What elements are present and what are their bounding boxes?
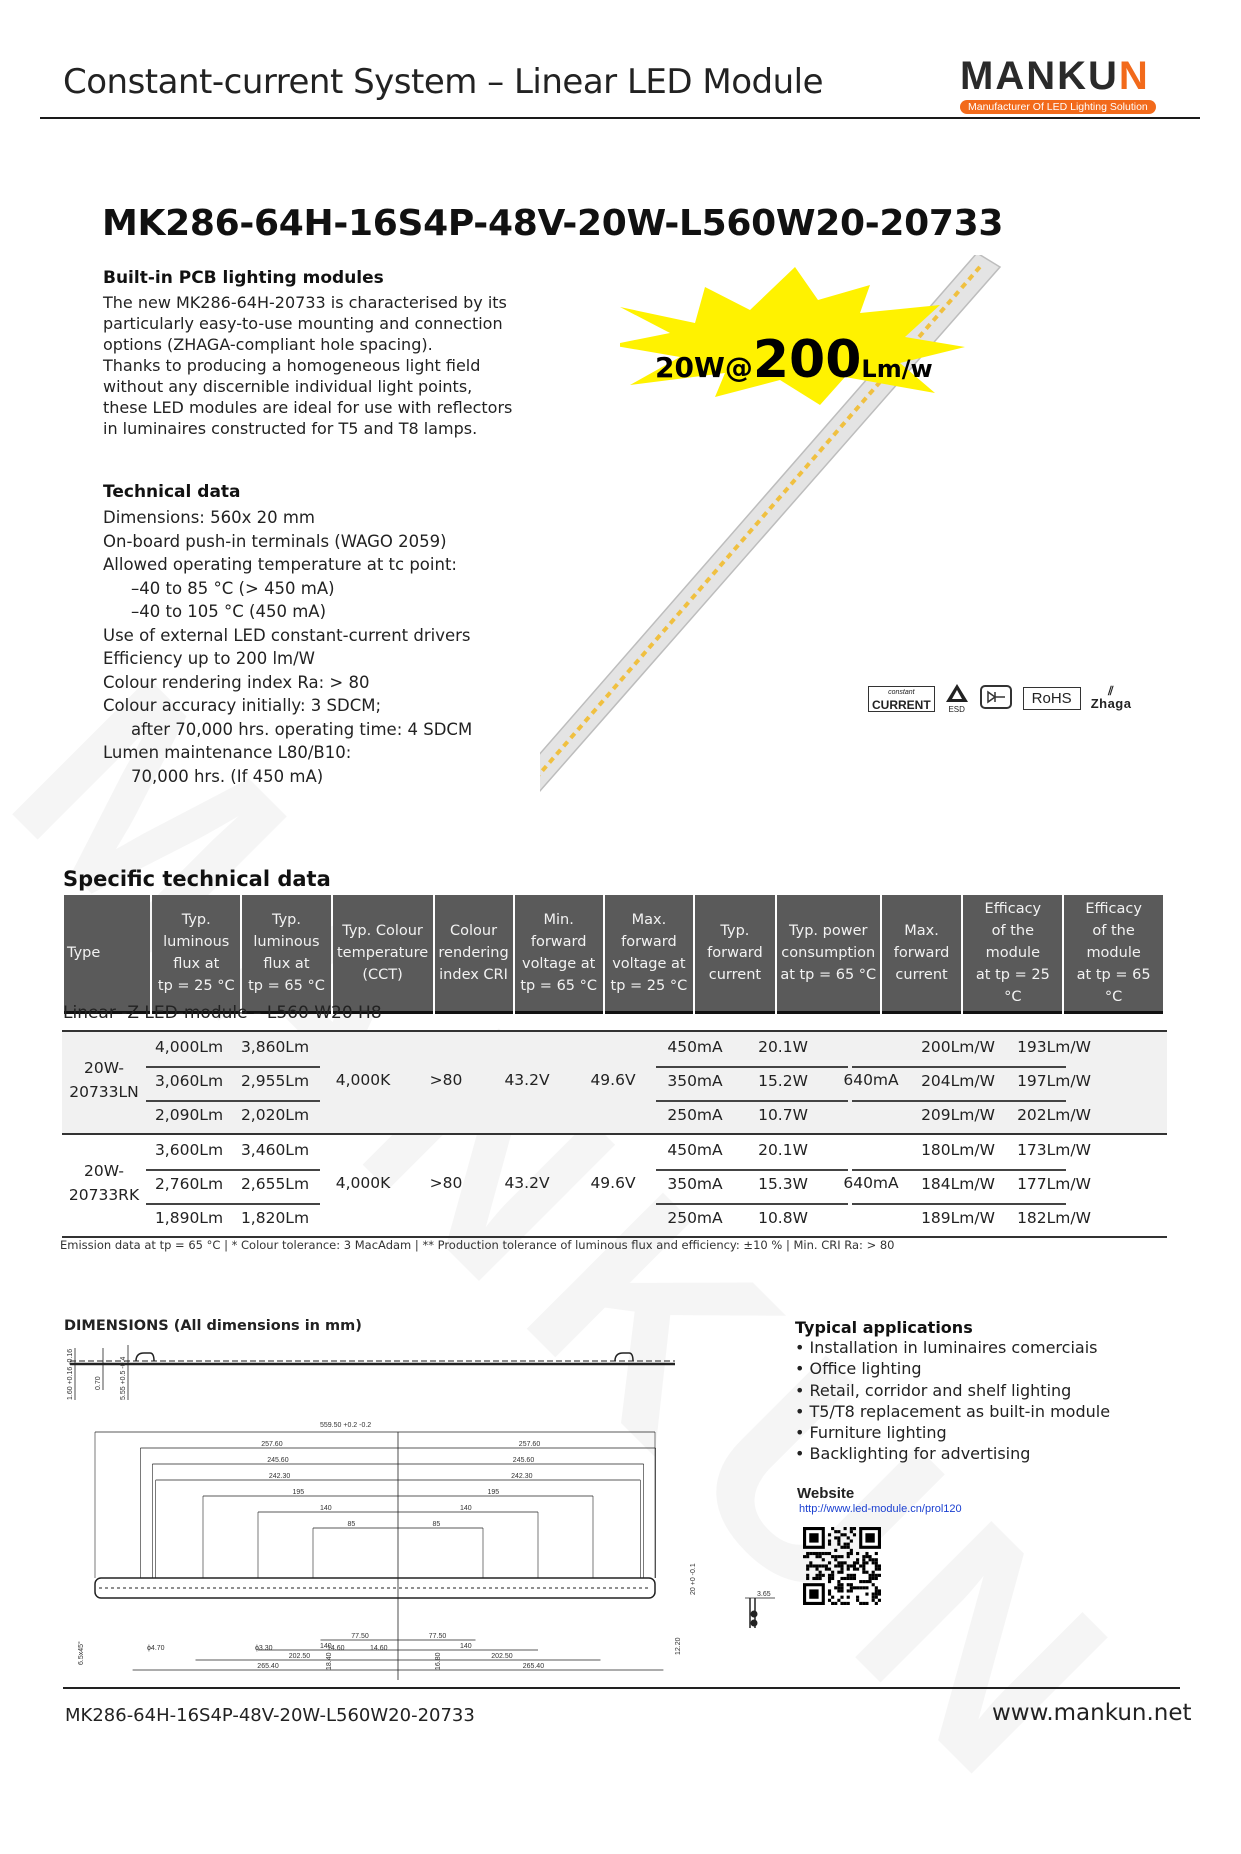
vmax-cell: 49.6V bbox=[590, 1071, 636, 1089]
spec-group bbox=[62, 1135, 1167, 1237]
brand-logo bbox=[960, 54, 1178, 114]
application-item: • Office lighting bbox=[795, 1358, 1195, 1379]
spec-header-cell bbox=[695, 895, 775, 1014]
dim-label: 1.60 +0.16 -0.16 bbox=[67, 1348, 74, 1400]
intro-line: The new MK286-64H-20733 is characterised by its bbox=[103, 293, 507, 312]
application-item: • Backlighting for advertising bbox=[795, 1443, 1195, 1464]
vmax-cell: 49.6V bbox=[590, 1174, 636, 1192]
dim-label: 257.60 bbox=[261, 1441, 283, 1448]
technical-data-line: Allowed operating temperature at tc point: bbox=[103, 555, 457, 574]
qr-code[interactable] bbox=[803, 1527, 881, 1605]
intro-line: without any discernible individual light points, bbox=[103, 377, 473, 396]
intro-line: options (ZHAGA-compliant hole spacing). bbox=[103, 335, 433, 354]
flux25-cell: 4,000Lm bbox=[154, 1038, 224, 1056]
cct-cell: 4,000K bbox=[335, 1071, 391, 1089]
technical-data-line: Efficiency up to 200 lm/W bbox=[103, 649, 315, 668]
brand-name bbox=[960, 54, 1178, 98]
constant-current-label: CURRENT bbox=[872, 697, 931, 712]
technical-data-heading: Technical data bbox=[103, 482, 241, 502]
dim-label: 265.40 bbox=[522, 1663, 545, 1670]
eff65-cell: 197Lm/W bbox=[1017, 1072, 1091, 1090]
spec-header-line: (CCT) bbox=[362, 967, 403, 983]
eff25-cell: 209Lm/W bbox=[921, 1106, 995, 1124]
technical-data-section bbox=[103, 482, 523, 788]
technical-data-line: Use of external LED constant-current drivers bbox=[103, 625, 471, 645]
constant-current-icon bbox=[868, 686, 935, 712]
dim-label: 265.40 bbox=[257, 1663, 279, 1670]
technical-data-line: Dimensions: 560x 20 mm bbox=[103, 508, 315, 527]
spec-header-line: module bbox=[1086, 945, 1141, 961]
dim-label: 18.40 bbox=[326, 1652, 333, 1670]
spec-header-cell bbox=[435, 895, 513, 1014]
spec-header-cell bbox=[963, 895, 1062, 1014]
spec-header-row bbox=[64, 895, 1163, 1014]
spec-header-line: forward bbox=[530, 934, 587, 950]
spec-header-line: luminous bbox=[163, 934, 230, 950]
dim-label: 245.60 bbox=[512, 1457, 535, 1464]
current-cell: 450mA bbox=[667, 1141, 723, 1159]
imax-cell: 640mA bbox=[843, 1174, 899, 1192]
spec-header-line: Typ. Colour bbox=[342, 923, 423, 939]
certification-icons bbox=[868, 683, 1131, 714]
spec-header-cell bbox=[333, 895, 433, 1014]
spec-header-line: module bbox=[985, 945, 1041, 961]
power-cell: 20.1W bbox=[758, 1141, 808, 1159]
spec-header-line: Typ. bbox=[181, 912, 211, 928]
power-cell: 15.2W bbox=[758, 1072, 808, 1090]
technical-data-line: –40 to 105 °C (450 mA) bbox=[131, 602, 327, 621]
spec-header-cell bbox=[152, 895, 240, 1014]
spec-header-line: at tp = 65 °C bbox=[1076, 967, 1151, 1005]
dim-label: 14.60 bbox=[370, 1645, 388, 1652]
dim-label: 14.60 bbox=[327, 1645, 345, 1652]
dim-label: ϕ3.30 bbox=[255, 1645, 273, 1652]
spec-header-line: current bbox=[708, 967, 762, 983]
spec-header-line: Typ. bbox=[271, 912, 301, 928]
brand-name-main: MANKU bbox=[960, 54, 1119, 98]
flux65-cell: 3,860Lm bbox=[240, 1038, 310, 1056]
dim-label: 16.80 bbox=[435, 1652, 442, 1670]
badge-power: 20W@ bbox=[655, 351, 753, 384]
eff25-cell: 189Lm/W bbox=[921, 1209, 995, 1227]
dim-label: 202.50 bbox=[491, 1653, 513, 1660]
spec-group bbox=[62, 1032, 1167, 1134]
product-title: MK286-64H-16S4P-48V-20W-L560W20-20733 bbox=[102, 203, 1004, 244]
zhaga-icon: ⫽ Zhaga bbox=[1090, 684, 1132, 711]
footer-model: MK286-64H-16S4P-48V-20W-L560W20-20733 bbox=[65, 1705, 475, 1726]
footer-website[interactable]: www.mankun.net bbox=[992, 1700, 1192, 1726]
dim-label: 140 bbox=[320, 1643, 332, 1650]
constant-current-small-label: constant bbox=[888, 688, 915, 696]
application-item: • Furniture lighting bbox=[795, 1422, 1195, 1443]
badge-unit: Lm/w bbox=[861, 355, 933, 383]
technical-data-line: On-board push-in terminals (WAGO 2059) bbox=[103, 531, 447, 551]
spec-header-line: forward bbox=[707, 945, 763, 961]
spec-header-line: tp = 25 °C bbox=[610, 978, 688, 994]
row-divider bbox=[656, 1100, 848, 1102]
spec-header-line: Max. bbox=[631, 912, 667, 928]
dimensions-title: DIMENSIONS (All dimensions in mm) bbox=[64, 1318, 362, 1334]
dim-label: 245.60 bbox=[267, 1457, 289, 1464]
row-divider bbox=[146, 1066, 320, 1068]
imax-cell: 640mA bbox=[843, 1071, 899, 1089]
esd-icon bbox=[945, 683, 969, 714]
eff65-cell: 177Lm/W bbox=[1017, 1175, 1091, 1193]
intro-line: particularly easy-to-use mounting and connection bbox=[103, 314, 503, 333]
dim-label: 85 bbox=[432, 1521, 441, 1528]
flux25-cell: 2,090Lm bbox=[154, 1106, 224, 1124]
dim-label: ϕ4.70 bbox=[147, 1645, 165, 1652]
row-divider bbox=[146, 1169, 320, 1171]
website-heading: Website bbox=[797, 1485, 855, 1502]
flux25-cell: 2,760Lm bbox=[154, 1175, 224, 1193]
badge-efficacy: 200 bbox=[752, 330, 862, 390]
spec-header-line: of the bbox=[991, 923, 1035, 939]
spec-header-line: forward bbox=[893, 945, 950, 961]
row-divider bbox=[656, 1169, 848, 1171]
dim-label: 242.30 bbox=[268, 1473, 291, 1480]
spec-header-line: index CRI bbox=[439, 967, 508, 983]
vmin-cell: 43.2V bbox=[504, 1174, 550, 1192]
top-view bbox=[95, 1432, 663, 1680]
dim-label: 12.20 bbox=[675, 1637, 682, 1655]
application-item: • Retail, corridor and shelf lighting bbox=[795, 1380, 1195, 1401]
power-cell: 15.3W bbox=[758, 1175, 808, 1193]
cri-cell: >80 bbox=[429, 1071, 463, 1089]
spec-header-line: flux at bbox=[263, 956, 310, 972]
dim-label: 195 bbox=[487, 1489, 500, 1496]
flux65-cell: 2,655Lm bbox=[240, 1175, 310, 1193]
spec-header-cell bbox=[64, 895, 150, 1014]
spec-header-cell bbox=[242, 895, 330, 1014]
spec-header-cell bbox=[605, 895, 693, 1014]
technical-data-line: Colour accuracy initially: 3 SDCM; bbox=[103, 696, 382, 715]
dim-label: 6.5x45° bbox=[78, 1641, 85, 1665]
eff25-cell: 180Lm/W bbox=[921, 1141, 995, 1159]
type-cell: 20W- bbox=[83, 1059, 124, 1077]
row-divider bbox=[656, 1203, 848, 1205]
spec-header-line: Colour bbox=[450, 923, 498, 939]
spec-header-line: forward bbox=[621, 934, 677, 950]
power-cell: 10.7W bbox=[758, 1106, 808, 1124]
cct-cell: 4,000K bbox=[335, 1174, 391, 1192]
eff25-cell: 204Lm/W bbox=[921, 1072, 995, 1090]
applications-heading: Typical applications bbox=[795, 1318, 973, 1337]
spec-header-line: voltage at bbox=[612, 956, 686, 972]
eff25-cell: 200Lm/W bbox=[921, 1038, 995, 1056]
intro-section bbox=[103, 268, 523, 439]
spec-header-line: tp = 25 °C bbox=[157, 978, 235, 994]
efficacy-badge-text bbox=[655, 330, 933, 390]
flux25-cell: 1,890Lm bbox=[154, 1209, 224, 1227]
spec-footnote: Emission data at tp = 65 °C | * Colour tolerance: 3 MacAdam | ** Production tolerance of luminous flux and efficiency: ±10 % | Min. CRI Ra: > 80 bbox=[60, 1238, 895, 1252]
website-link[interactable]: http://www.led-module.cn/prol120 bbox=[799, 1503, 962, 1515]
applications-section bbox=[795, 1318, 1195, 1465]
spec-header-line: current bbox=[895, 967, 948, 983]
technical-data-line: Colour rendering index Ra: > 80 bbox=[103, 672, 370, 692]
spec-subheading: Linear -Z LED-module – L560 W20 H8 bbox=[63, 1003, 382, 1023]
power-cell: 20.1W bbox=[758, 1038, 808, 1056]
spec-header-cell bbox=[777, 895, 880, 1014]
spec-header-line: Efficacy bbox=[984, 901, 1042, 917]
cri-cell: >80 bbox=[429, 1174, 463, 1192]
spec-header-line: at tp = 65 °C bbox=[780, 967, 877, 983]
eff65-cell: 182Lm/W bbox=[1017, 1209, 1091, 1227]
dim-overall-label: 559.50 +0.2 -0.2 bbox=[320, 1422, 372, 1429]
current-cell: 450mA bbox=[667, 1038, 723, 1056]
technical-data-line: after 70,000 hrs. operating time: 4 SDCM bbox=[131, 719, 473, 739]
current-cell: 250mA bbox=[667, 1209, 723, 1227]
footer-divider bbox=[63, 1687, 1180, 1689]
esd-label: ESD bbox=[948, 705, 965, 714]
dim-label: 85 bbox=[347, 1521, 356, 1528]
brand-name-accent: N bbox=[1118, 54, 1150, 98]
spec-header-line: tp = 65 °C bbox=[248, 978, 325, 994]
technical-data-line: Lumen maintenance L80/B10: bbox=[103, 743, 352, 762]
flux65-cell: 2,020Lm bbox=[240, 1106, 310, 1124]
technical-data-line: 70,000 hrs. (If 450 mA) bbox=[131, 766, 324, 786]
spec-header-cell bbox=[515, 895, 603, 1014]
eff25-cell: 184Lm/W bbox=[921, 1175, 995, 1193]
spec-header-line: rendering bbox=[438, 945, 509, 961]
dim-label: 140 bbox=[320, 1505, 332, 1512]
side-view bbox=[70, 1345, 675, 1400]
dim-label: 5.55 +0.5 -0.4 bbox=[120, 1356, 127, 1400]
type-cell: 20W- bbox=[83, 1162, 124, 1180]
flux65-cell: 1,820Lm bbox=[240, 1209, 310, 1227]
rohs-icon: RoHS bbox=[1023, 687, 1081, 710]
spec-header-line: of the bbox=[1092, 923, 1135, 939]
flux65-cell: 3,460Lm bbox=[240, 1141, 310, 1159]
type-cell: 20733LN bbox=[69, 1083, 139, 1101]
dim-label: 20 +0 -0.1 bbox=[690, 1563, 697, 1595]
dim-label: 77.50 bbox=[351, 1633, 369, 1640]
spec-header-cell bbox=[882, 895, 962, 1014]
dim-label: 77.50 bbox=[428, 1633, 447, 1640]
spec-header-line: luminous bbox=[253, 934, 320, 950]
application-item: • T5/T8 replacement as built-in module bbox=[795, 1401, 1195, 1422]
current-cell: 350mA bbox=[667, 1072, 723, 1090]
spec-header-line: voltage at bbox=[521, 956, 596, 972]
current-cell: 350mA bbox=[667, 1175, 723, 1193]
zhaga-label: Zhaga bbox=[1090, 696, 1132, 711]
row-divider bbox=[656, 1066, 848, 1068]
technical-data-line: –40 to 85 °C (> 450 mA) bbox=[131, 578, 335, 598]
type-cell: 20733RK bbox=[68, 1186, 140, 1204]
dim-label: 140 bbox=[460, 1643, 472, 1650]
spec-header-line: Efficacy bbox=[1085, 901, 1142, 917]
spec-header-line: Min. bbox=[543, 912, 574, 928]
insulation-class-icon bbox=[979, 684, 1013, 713]
application-item: • Installation in luminaires comerciais bbox=[795, 1337, 1195, 1358]
brand-tagline: Manufacturer Of LED Lighting Solution bbox=[960, 100, 1156, 114]
flux25-cell: 3,600Lm bbox=[154, 1141, 224, 1159]
spec-header-line: Max. bbox=[904, 923, 939, 939]
eff65-cell: 173Lm/W bbox=[1017, 1141, 1091, 1159]
spec-header-line: at tp = 25 °C bbox=[975, 967, 1050, 1005]
end-view bbox=[745, 1598, 775, 1628]
intro-line: in luminaires constructed for T5 and T8 lamps. bbox=[103, 419, 478, 438]
flux25-cell: 3,060Lm bbox=[154, 1072, 224, 1090]
spec-header-line: temperature bbox=[336, 945, 429, 961]
intro-line: Thanks to producing a homogeneous light field bbox=[103, 356, 481, 375]
eff65-cell: 193Lm/W bbox=[1017, 1038, 1091, 1056]
spec-header-line: consumption bbox=[781, 945, 876, 961]
current-cell: 250mA bbox=[667, 1106, 723, 1124]
spec-header-cell bbox=[1064, 895, 1163, 1014]
header-divider bbox=[40, 117, 1200, 119]
page-header-title: Constant-current System – Linear LED Module bbox=[63, 62, 824, 102]
spec-header-line: Type bbox=[67, 945, 101, 961]
row-divider bbox=[852, 1169, 1066, 1171]
spec-table-header bbox=[62, 895, 1165, 1014]
spec-header-line: Typ. power bbox=[789, 923, 868, 939]
intro-heading: Built-in PCB lighting modules bbox=[103, 268, 384, 288]
dim-label: 3.65 bbox=[757, 1591, 771, 1598]
dim-label: 0.70 bbox=[95, 1376, 102, 1390]
spec-header-line: tp = 65 °C bbox=[520, 978, 598, 994]
eff65-cell: 202Lm/W bbox=[1017, 1106, 1091, 1124]
vmin-cell: 43.2V bbox=[504, 1071, 550, 1089]
dim-label: 257.60 bbox=[518, 1441, 541, 1448]
row-divider bbox=[852, 1066, 1066, 1068]
dim-label: 140 bbox=[460, 1505, 472, 1512]
power-cell: 10.8W bbox=[758, 1209, 808, 1227]
spec-header-line: flux at bbox=[173, 956, 220, 972]
row-divider bbox=[146, 1100, 320, 1102]
row-divider bbox=[852, 1100, 1066, 1102]
row-divider bbox=[852, 1203, 1066, 1205]
spec-section-title: Specific technical data bbox=[63, 867, 331, 891]
intro-line: these LED modules are ideal for use with reflectors bbox=[103, 398, 513, 417]
dim-label: 242.30 bbox=[511, 1473, 533, 1480]
spec-header-line: Typ. bbox=[720, 923, 750, 939]
flux65-cell: 2,955Lm bbox=[240, 1072, 310, 1090]
dimension-drawing bbox=[55, 1340, 815, 1680]
dim-label: 202.50 bbox=[288, 1653, 311, 1660]
dim-label: 195 bbox=[292, 1489, 305, 1496]
row-divider bbox=[146, 1203, 320, 1205]
